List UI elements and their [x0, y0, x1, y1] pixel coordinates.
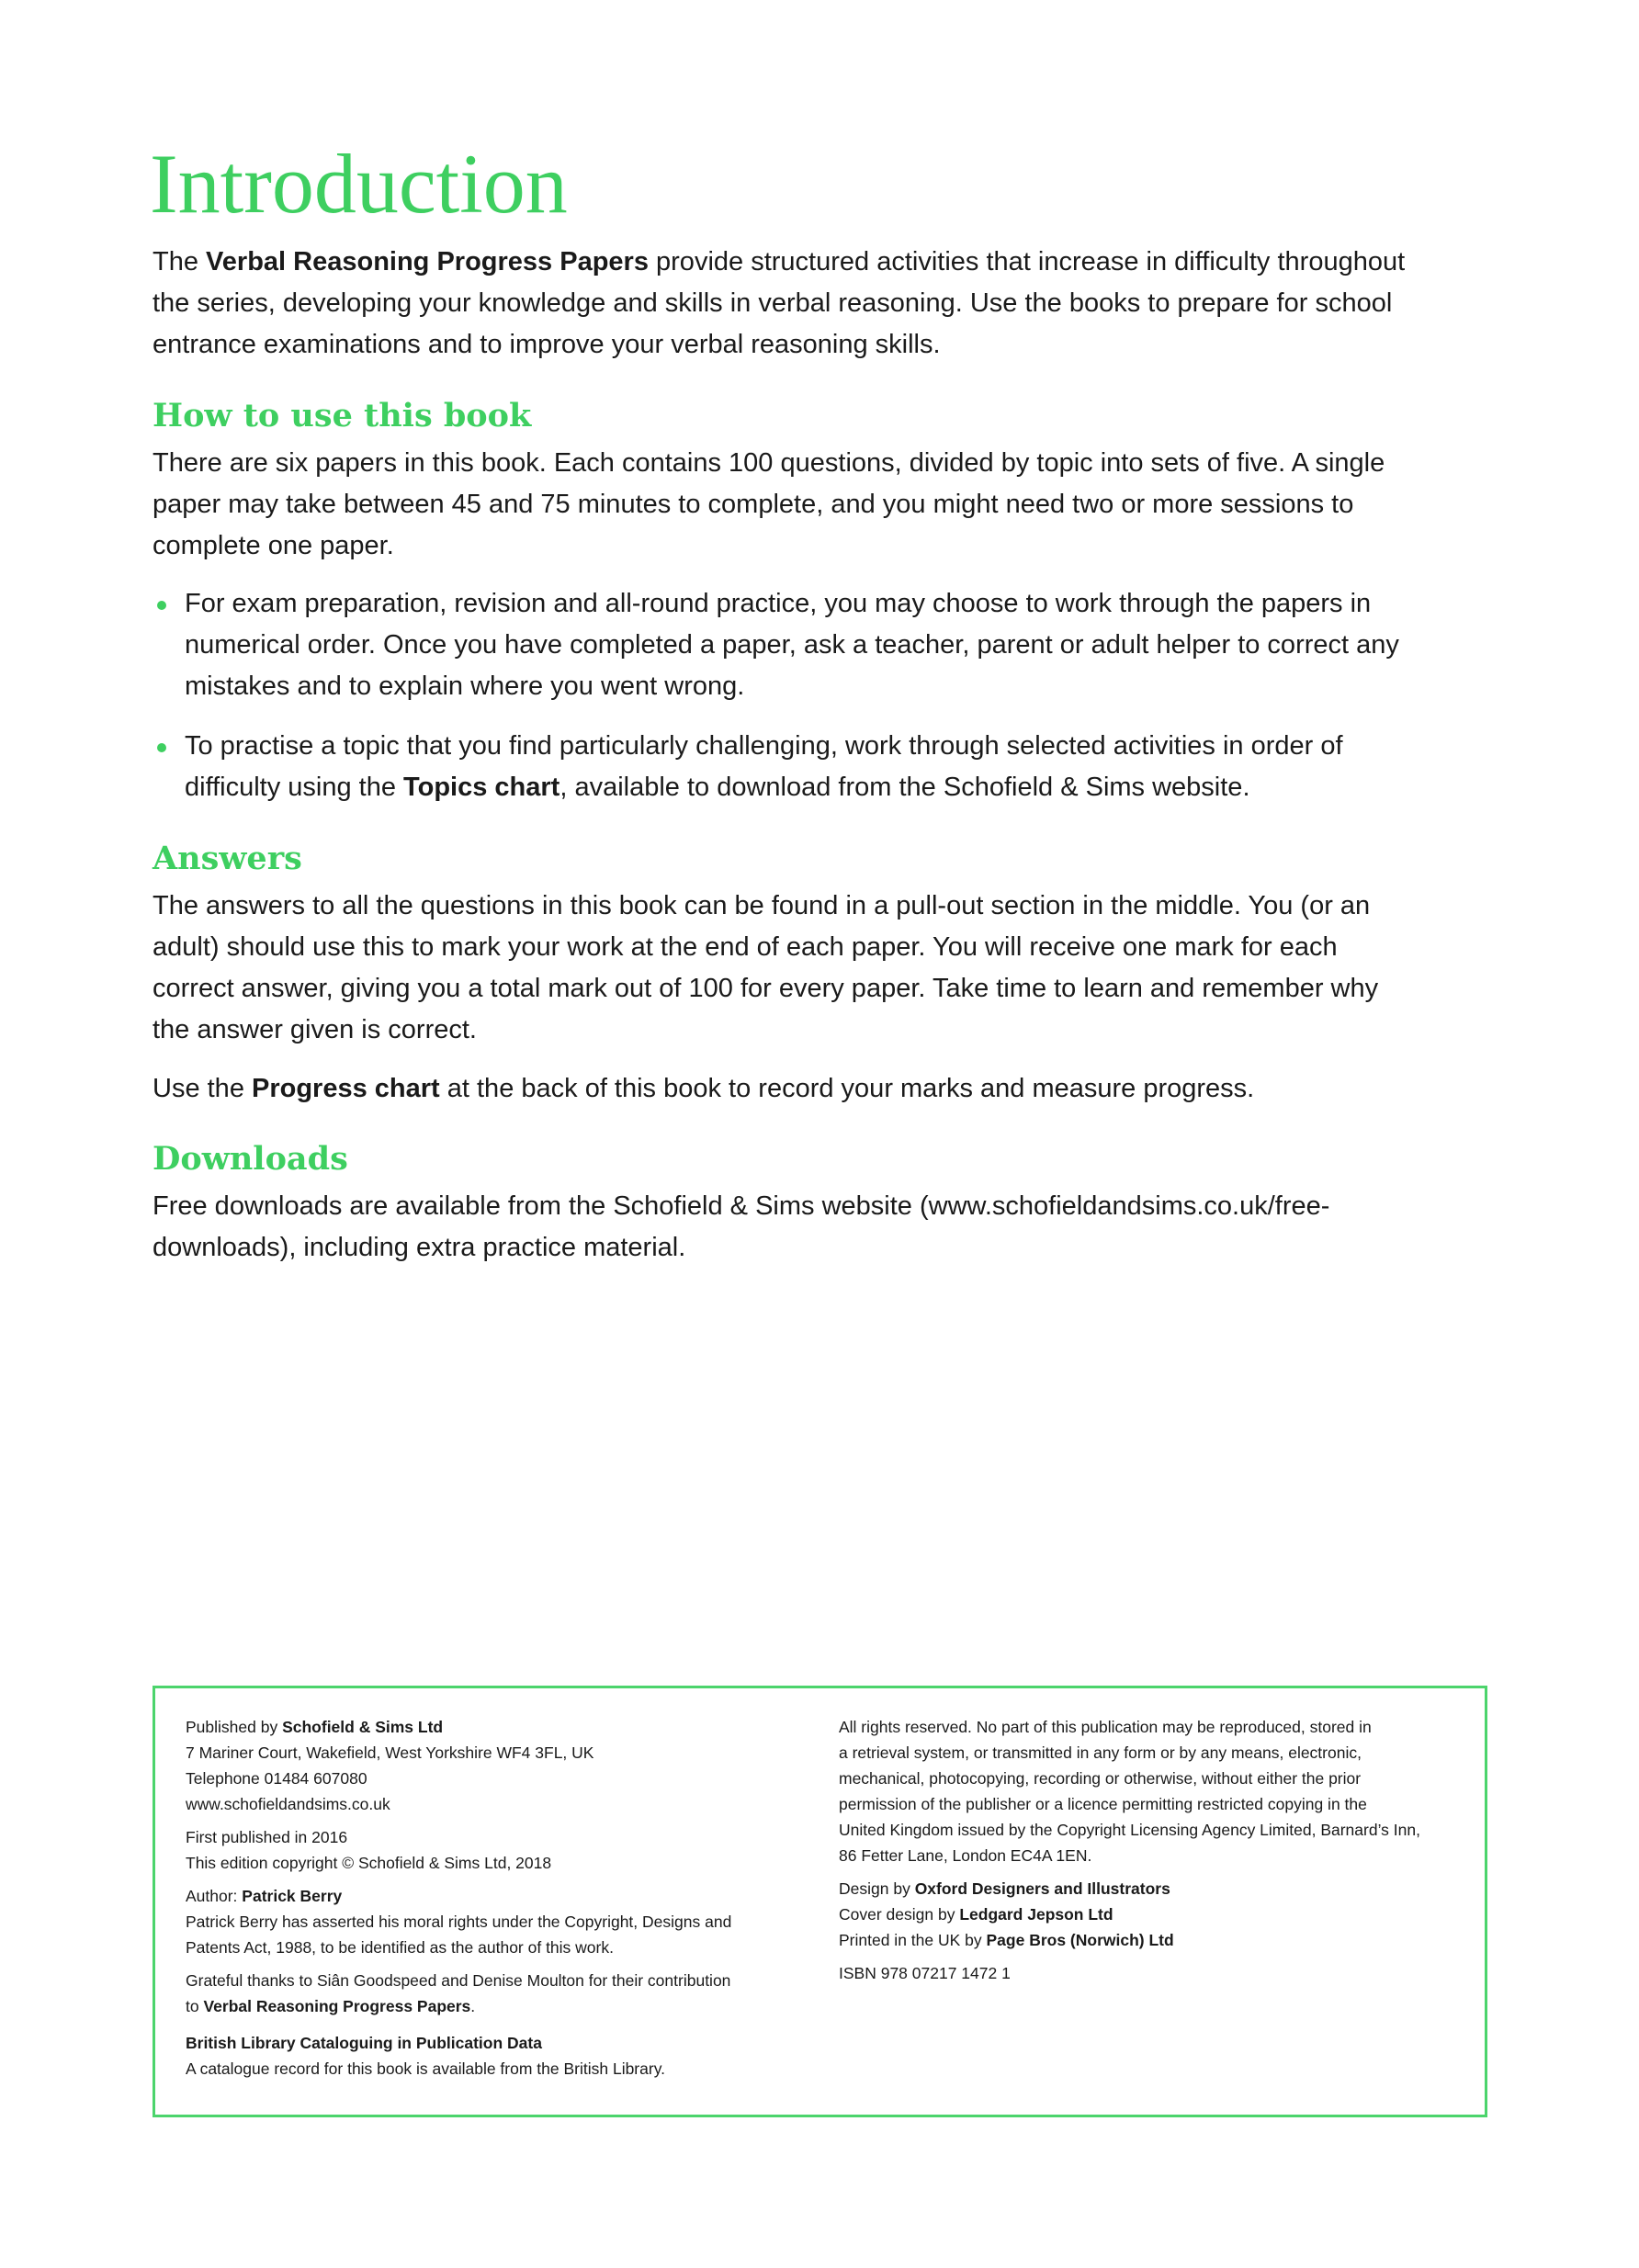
- text-line: correct answer, giving you a total mark out of 100 for every paper. Take time to learn and remember why: [153, 974, 1379, 1003]
- text-line: the answer given is correct.: [153, 1015, 477, 1044]
- progress-paragraph: [153, 1068, 1254, 1110]
- page-title: Introduction: [150, 137, 568, 231]
- text-line: a retrieval system, or transmitted in any form or by any means, electronic,: [839, 1743, 1362, 1762]
- address: 7 Mariner Court, Wakefield, West Yorkshire WF4 3FL, UK: [186, 1743, 594, 1762]
- edition-copyright: This edition copyright © Schofield & Sims Ltd, 2018: [186, 1854, 552, 1872]
- text: Use the: [153, 1074, 252, 1103]
- text: , available to download from the Schofield & Sims website.: [560, 773, 1250, 802]
- telephone: Telephone 01484 607080: [186, 1769, 367, 1788]
- imprint-right-column: [839, 1714, 1420, 1993]
- printer: Page Bros (Norwich) Ltd: [986, 1931, 1174, 1949]
- text: Printed in the UK by: [839, 1931, 987, 1949]
- text: The: [153, 247, 207, 276]
- heading-how-to-use: How to use this book: [153, 397, 532, 434]
- bullet-icon: [157, 601, 166, 610]
- downloads-paragraph: [153, 1186, 1329, 1269]
- heading-downloads: Downloads: [153, 1140, 348, 1178]
- text-line: mechanical, photocopying, recording or otherwise, without either the prior: [839, 1769, 1362, 1788]
- text-line: 86 Fetter Lane, London EC4A 1EN.: [839, 1846, 1092, 1865]
- how-to-paragraph: [153, 443, 1385, 567]
- cover-designer: Ledgard Jepson Ltd: [959, 1905, 1113, 1924]
- text-line: adult) should use this to mark your work at the end of each paper. You will receive one mark for each: [153, 932, 1338, 962]
- text: Author:: [186, 1887, 243, 1905]
- publisher: Schofield & Sims Ltd: [282, 1718, 444, 1736]
- imprint-left-column: [186, 1714, 731, 2089]
- text-line: There are six papers in this book. Each contains 100 questions, divided by topic into sets of five. A single: [153, 448, 1385, 478]
- bullet-item: [185, 726, 1343, 808]
- text: Design by: [839, 1879, 915, 1898]
- first-published: First published in 2016: [186, 1828, 348, 1846]
- text-line: The answers to all the questions in this book can be found in a pull-out section in the middle. You (or an: [153, 891, 1371, 920]
- text-line: Patents Act, 1988, to be identified as the author of this work.: [186, 1938, 614, 1957]
- isbn: ISBN 978 07217 1472 1: [839, 1964, 1011, 1982]
- text-line: downloads), including extra practice material.: [153, 1233, 686, 1262]
- text: Cover design by: [839, 1905, 960, 1924]
- text: at the back of this book to record your marks and measure progress.: [439, 1074, 1255, 1103]
- text-line: To practise a topic that you find particularly challenging, work through selected activities in order of: [185, 731, 1343, 761]
- text-line: Grateful thanks to Siân Goodspeed and Denise Moulton for their contribution: [186, 1971, 731, 1990]
- text-line: paper may take between 45 and 75 minutes to complete, and you might need two or more sessions to: [153, 490, 1354, 519]
- website: www.schofieldandsims.co.uk: [186, 1795, 390, 1813]
- text: Published by: [186, 1718, 283, 1736]
- bold-text: Topics chart: [403, 773, 560, 802]
- text-line: complete one paper.: [153, 531, 394, 560]
- text-line: numerical order. Once you have completed a paper, ask a teacher, parent or adult helper to correct any: [185, 630, 1399, 660]
- bullet-icon: [157, 743, 166, 752]
- text-line: All rights reserved. No part of this publication may be reproduced, stored in: [839, 1718, 1372, 1736]
- intro-paragraph: [153, 242, 1405, 366]
- bl-heading: British Library Cataloguing in Publication Data: [186, 2034, 542, 2052]
- text-line: the series, developing your knowledge and skills in verbal reasoning. Use the books to prepare for school: [153, 288, 1393, 318]
- text-line: Free downloads are available from the Schofield & Sims website (www.schofieldandsims.co.uk/free-: [153, 1191, 1330, 1221]
- author: Patrick Berry: [242, 1887, 343, 1905]
- text-line: entrance examinations and to improve your verbal reasoning skills.: [153, 330, 941, 359]
- bold-text: Verbal Reasoning Progress Papers: [203, 1997, 471, 2015]
- text-line: mistakes and to explain where you went wrong.: [185, 671, 745, 701]
- bullet-item: [185, 583, 1399, 707]
- answers-paragraph: [153, 886, 1378, 1051]
- text-line: A catalogue record for this book is available from the British Library.: [186, 2059, 666, 2078]
- text-line: For exam preparation, revision and all-round practice, you may choose to work through the papers in: [185, 589, 1372, 618]
- text: .: [470, 1997, 476, 2015]
- text-line: United Kingdom issued by the Copyright Licensing Agency Limited, Barnard’s Inn,: [839, 1821, 1420, 1839]
- text-line: permission of the publisher or a licence permitting restricted copying in the: [839, 1795, 1367, 1813]
- text: to: [186, 1997, 204, 2015]
- text: provide structured activities that increase in difficulty throughout: [648, 247, 1406, 276]
- bold-text: Progress chart: [252, 1074, 440, 1103]
- designer: Oxford Designers and Illustrators: [914, 1879, 1170, 1898]
- heading-answers: Answers: [153, 840, 302, 877]
- bold-text: Verbal Reasoning Progress Papers: [206, 247, 649, 276]
- text: difficulty using the: [185, 773, 404, 802]
- text-line: Patrick Berry has asserted his moral rights under the Copyright, Designs and: [186, 1913, 732, 1931]
